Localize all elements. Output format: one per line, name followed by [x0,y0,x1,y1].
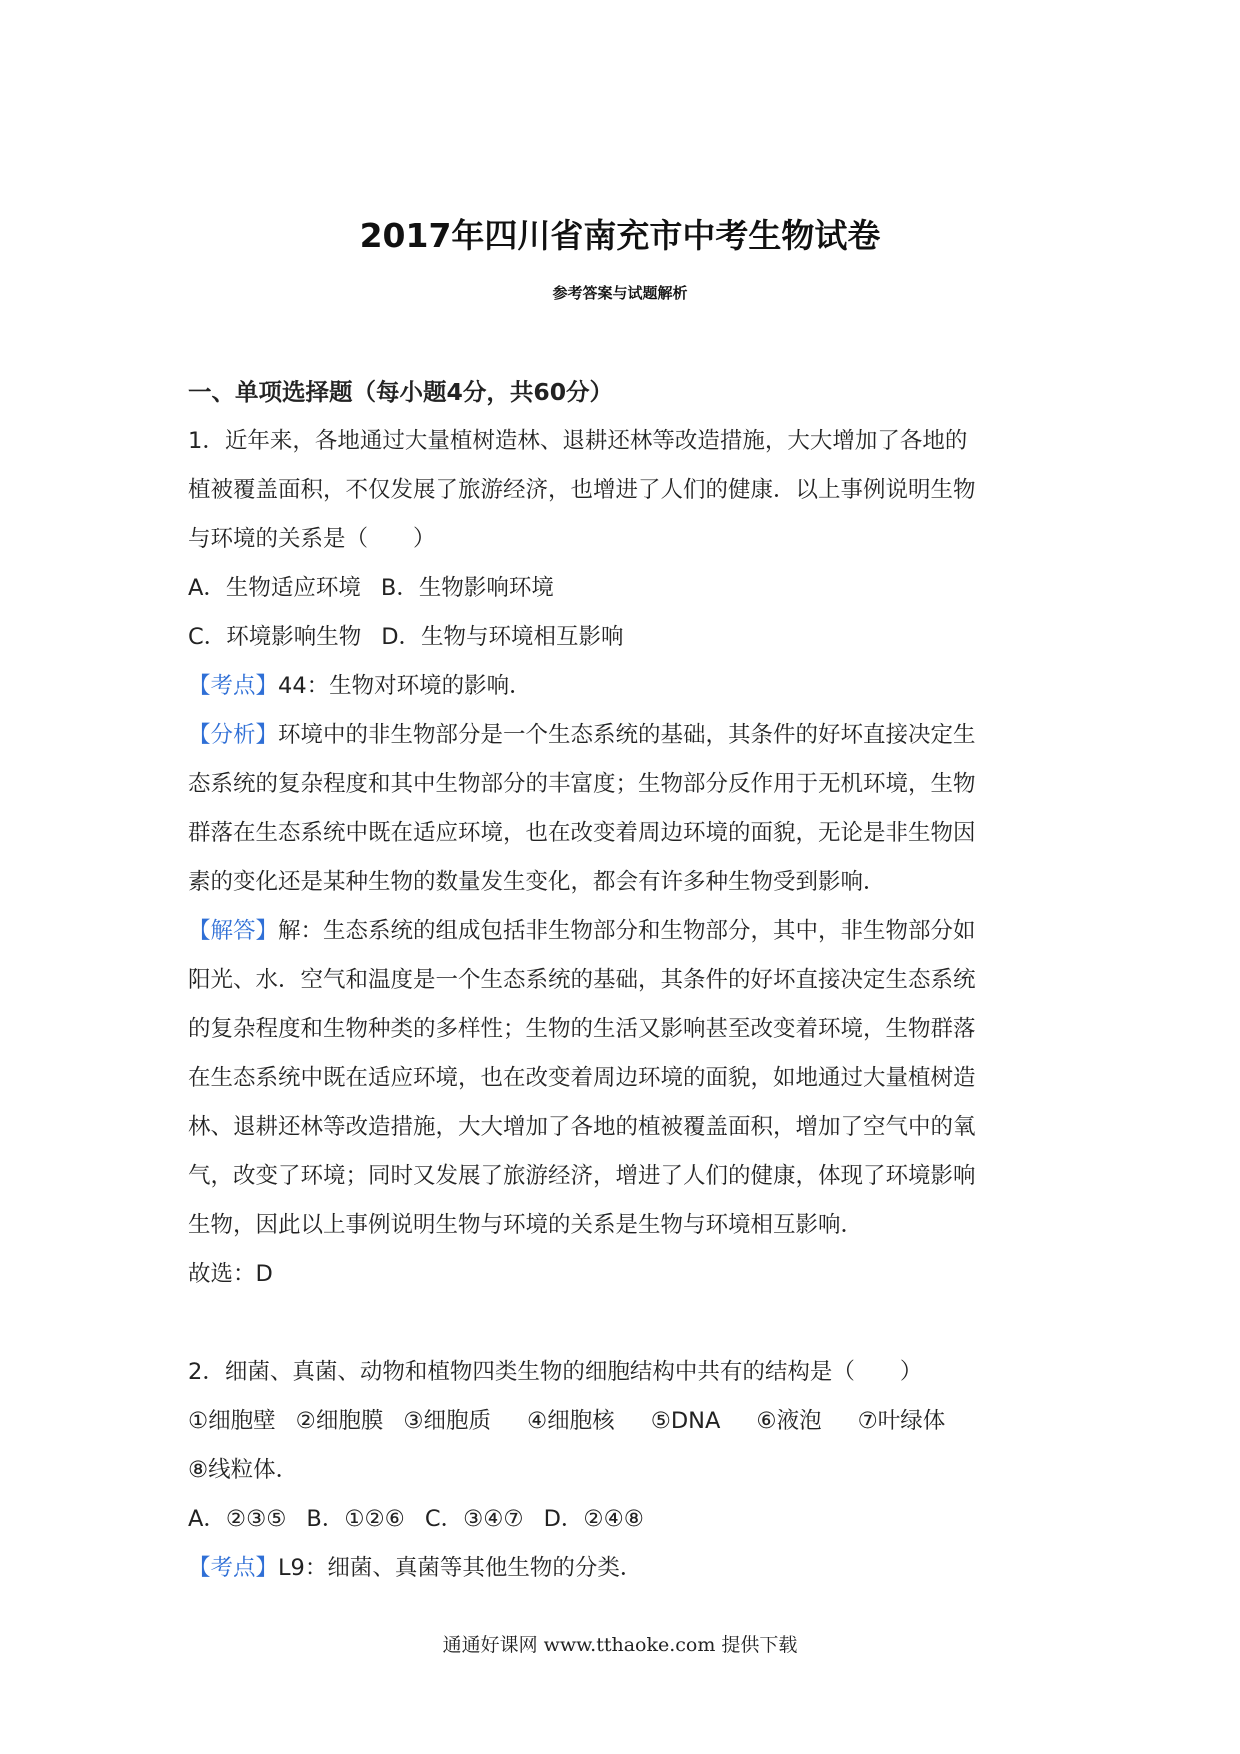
page-subtitle: 参考答案与试题解析 [552,284,688,302]
document-body [188,368,1068,1593]
q1-option-b: B．生物影响环境 [380,575,554,601]
spacer [188,1299,1068,1348]
q2-items-row-2: ⑧线粒体． [188,1457,299,1483]
q2-item: ⑤DNA [650,1408,721,1434]
fenxi-tag: 【分析】 [188,722,279,748]
page-title: 2017年四川省南充市中考生物试卷 [359,216,881,255]
q1-jieda-line-3: 的复杂程度和生物种类的多样性；生物的生活又影响甚至改变着环境，生物群落 [188,1016,976,1042]
q1-fenxi-line-3: 群落在生态系统中既在适应环境，也在改变着周边环境的面貌，无论是非生物因 [188,820,976,846]
q1-kaodian [188,662,1068,711]
q2-item: ⑥液泡 [756,1408,822,1434]
q2-kaodian [188,1544,1068,1593]
q1-fenxi-line-2: 态系统的复杂程度和其中生物部分的丰富度；生物部分反作用于无机环境，生物 [188,771,976,797]
q1-jieda-line-2: 阳光、水．空气和温度是一个生态系统的基础，其条件的好坏直接决定生态系统 [188,967,976,993]
q1-jieda-text-1: 解：生态系统的组成包括非生物部分和生物部分，其中，非生物部分如 [278,918,976,944]
kaodian-tag: 【考点】 [188,673,279,699]
page-footer: 通通好课网 www.tthaoke.com 提供下载 [442,1634,798,1656]
kaodian-tag: 【考点】 [188,1555,279,1581]
q2-item: ③细胞质 [403,1408,492,1434]
q2-stem: 2．细菌、真菌、动物和植物四类生物的细胞结构中共有的结构是（ ） [188,1359,923,1385]
q2-option-b: B．①②⑥ [306,1506,405,1532]
q1-jieda-line-4: 在生态系统中既在适应环境，也在改变着周边环境的面貌，如地通过大量植树造 [188,1065,976,1091]
q1-option-d: D．生物与环境相互影响 [381,624,624,650]
q1-fenxi-line-1 [188,711,1068,760]
q2-options-row [188,1495,1068,1544]
q1-answer: 故选：D [188,1261,273,1287]
q1-fenxi-line-4: 素的变化还是某种生物的数量发生变化，都会有许多种生物受到影响． [188,869,886,895]
q2-kaodian-text: L9：细菌、真菌等其他生物的分类． [278,1555,643,1581]
q1-options-row-1 [188,564,1068,613]
q1-stem-line-2: 植被覆盖面积，不仅发展了旅游经济，也增进了人们的健康．以上事例说明生物 [188,477,976,503]
q2-option-c: C．③④⑦ [424,1506,524,1532]
q1-jieda-line-5: 林、退耕还林等改造措施，大大增加了各地的植被覆盖面积，增加了空气中的氧 [188,1114,976,1140]
q2-item: ②细胞膜 [295,1408,384,1434]
q1-option-a: A．生物适应环境 [188,575,361,601]
jieda-tag: 【解答】 [188,918,279,944]
q1-jieda-line-1 [188,907,1068,956]
q2-item: ④细胞核 [527,1408,615,1434]
q1-fenxi-text-1: 环境中的非生物部分是一个生态系统的基础，其条件的好坏直接决定生 [278,722,976,748]
q1-kaodian-text: 44：生物对环境的影响． [278,673,532,699]
q1-option-c: C．环境影响生物 [188,624,362,650]
section-heading: 一、单项选择题（每小题4分，共60分） [188,378,614,406]
q1-stem-line-1: 1．近年来，各地通过大量植树造林、退耕还林等改造措施，大大增加了各地的 [188,428,968,454]
q2-items-row [188,1397,1068,1446]
q2-item: ①细胞壁 [188,1408,276,1434]
q1-stem-line-3: 与环境的关系是（ ） [188,526,436,552]
q2-option-d: D．②④⑧ [543,1506,644,1532]
q2-item: ⑦叶绿体 [857,1408,946,1434]
q1-options-row-2 [188,613,1068,662]
q1-jieda-line-7: 生物，因此以上事例说明生物与环境的关系是生物与环境相互影响． [188,1212,864,1238]
q1-jieda-line-6: 气，改变了环境；同时又发展了旅游经济，增进了人们的健康，体现了环境影响 [188,1163,976,1189]
q2-option-a: A．②③⑤ [188,1506,287,1532]
